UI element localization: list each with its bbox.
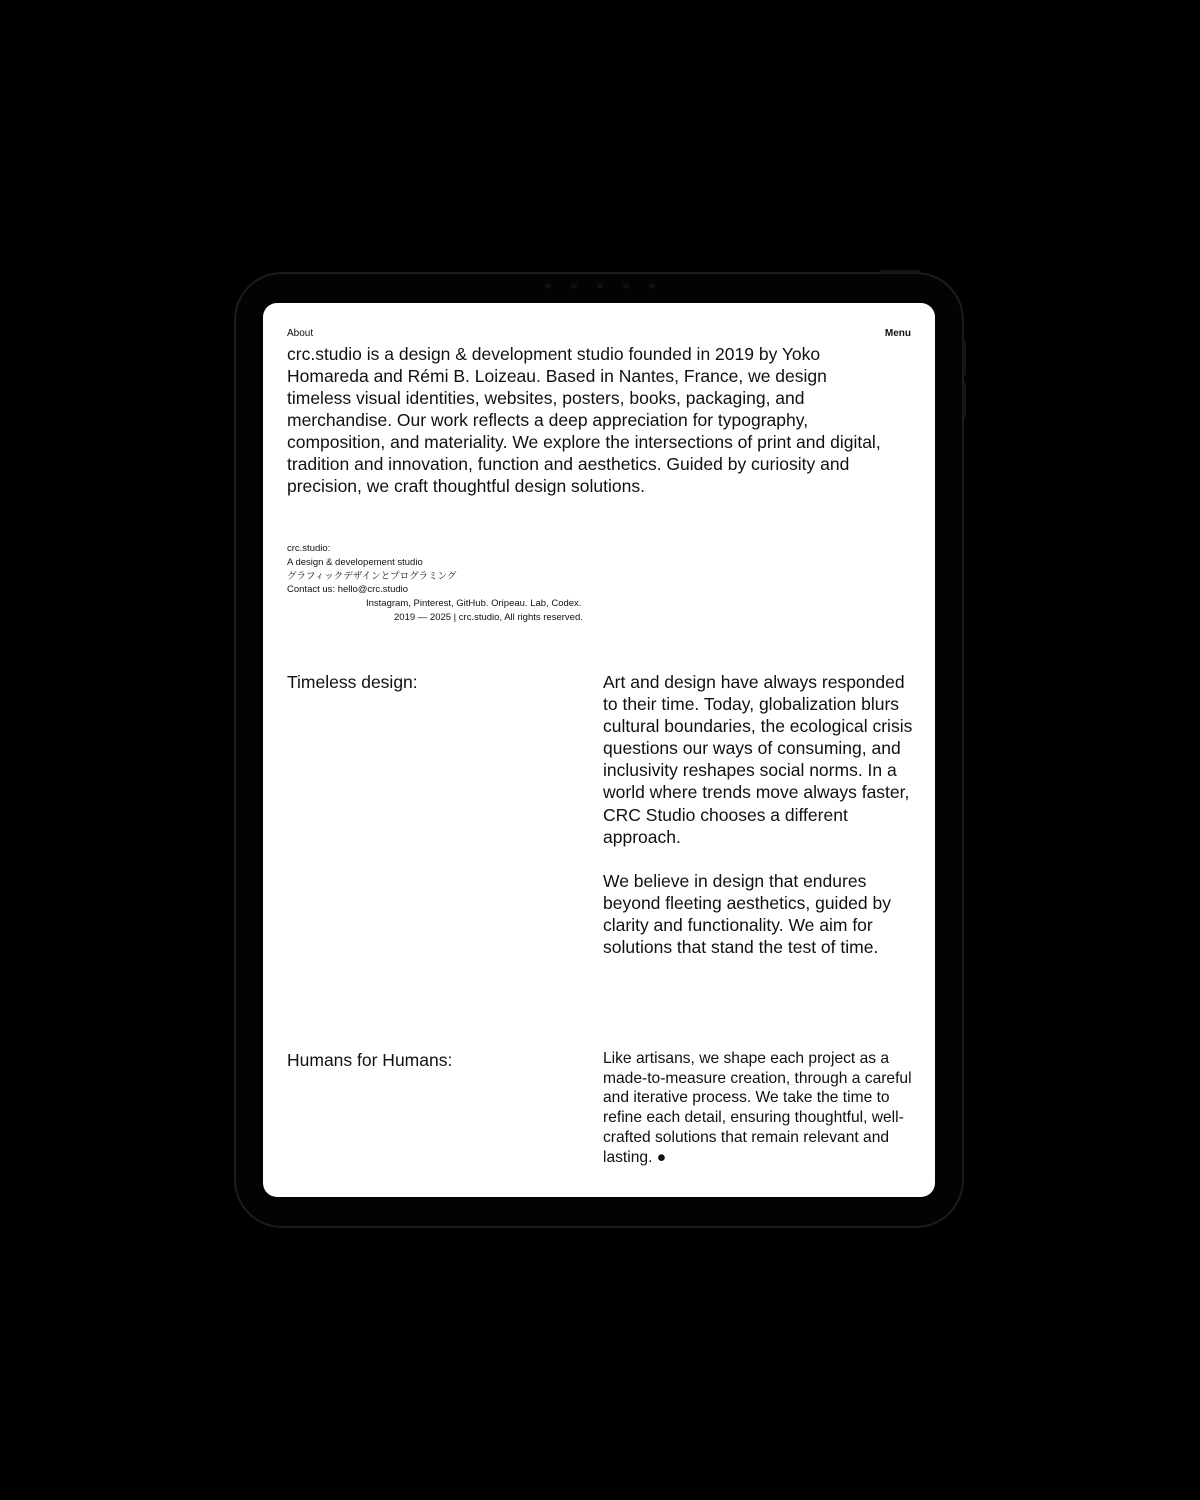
- top-button: [880, 270, 920, 273]
- nav-about-link[interactable]: About: [287, 328, 314, 339]
- camera-dot: [649, 283, 655, 289]
- studio-tagline-japanese: グラフィックデザインとプログラミング: [287, 570, 457, 582]
- section-heading: Timeless design:: [287, 672, 418, 692]
- camera-dot: [623, 283, 629, 289]
- studio-name: crc.studio:: [287, 543, 331, 554]
- copyright-text: 2019 — 2025 | crc.studio, All rights reserved.: [394, 611, 583, 623]
- section-paragraph: We believe in design that endures beyond fleeting aesthetics, guided by clarity and functionality. We aim for solutions that stand the test of time.: [603, 870, 891, 958]
- camera-bar: [545, 282, 655, 290]
- camera-dot: [571, 283, 577, 289]
- contact-email-link[interactable]: Contact us: hello@crc.studio: [287, 584, 409, 596]
- section-heading: Humans for Humans:: [287, 1050, 453, 1070]
- intro-paragraph: crc.studio is a design & development studio founded in 2019 by Yoko Homareda and Rémi B. Loizeau. Based in Nantes, France, we design timeless visual identities, websites, posters, books, packaging, and merchandise. Our work reflects a deep appreciation for typography, composition, and materiality. We explore the intersections of print and digital, tradition and innovation, function and aesthetics. Guided by curiosity and precision, we craft thoughtful design solutions.: [287, 344, 881, 496]
- studio-info: [287, 542, 687, 625]
- section-paragraph: Like artisans, we shape each project as a made-to-measure creation, through a careful and iterative process. We take the time to refine each detail, ensuring thoughtful, well-crafted solutions that remain relevant and lasting. ●: [603, 1050, 912, 1166]
- tablet-screen: [263, 303, 935, 1197]
- camera-lens: [597, 283, 603, 289]
- studio-tagline: A design & developement studio: [287, 556, 423, 568]
- volume-up-button: [963, 340, 966, 376]
- social-links[interactable]: Instagram, Pinterest, GitHub. Oripeau. Lab, Codex.: [366, 598, 582, 610]
- volume-down-button: [963, 382, 966, 418]
- top-navigation: [287, 327, 911, 341]
- section-body: [603, 1049, 915, 1167]
- section-body: [603, 671, 915, 958]
- camera-dot: [545, 283, 551, 289]
- section-paragraph: Art and design have always responded to their time. Today, globalization blurs cultural boundaries, the ecological crisis questions our ways of consuming, and inclusivity reshapes social norms. In a world where trends move always faster, CRC Studio chooses a different approach.: [603, 672, 913, 847]
- menu-button[interactable]: Menu: [884, 328, 911, 339]
